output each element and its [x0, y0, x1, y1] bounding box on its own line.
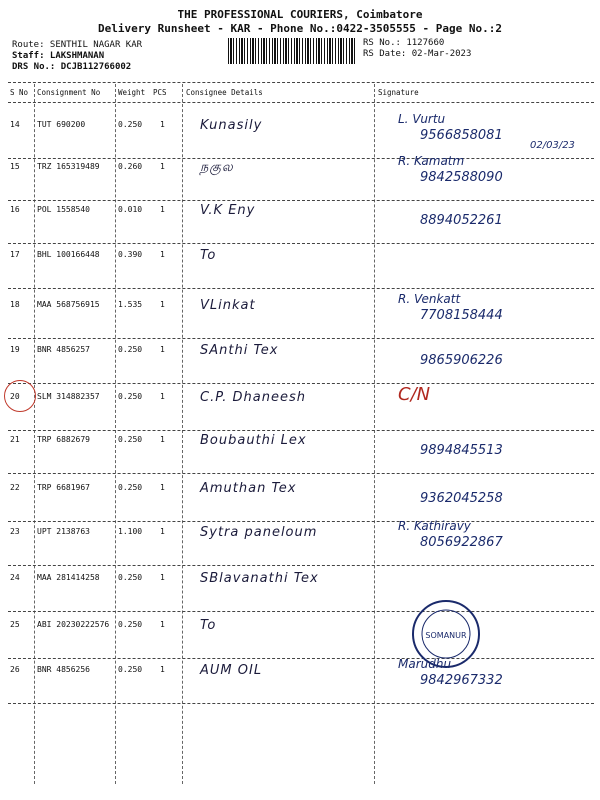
row-sno: 20: [10, 392, 20, 401]
pcs-count: 1: [160, 573, 165, 582]
signature-phone: 9566858081: [420, 128, 503, 143]
weight-value: 0.010: [118, 205, 143, 214]
consignee-handwriting: VLinkat: [200, 298, 256, 313]
signature-phone: 7708158444: [420, 308, 503, 323]
weight-value: 0.260: [118, 162, 143, 171]
row-divider: [8, 658, 594, 659]
weight-value: 0.250: [118, 620, 143, 629]
pcs-count: 1: [160, 483, 165, 492]
company-title: THE PROFESSIONAL COURIERS, Coimbatore: [177, 8, 423, 21]
col-header-weight: Weight: [118, 88, 146, 97]
col-header-pcs: PCS: [153, 88, 167, 97]
pcs-count: 1: [160, 300, 165, 309]
consignment-number: MAA 281414258: [37, 573, 100, 582]
col-divider: [115, 84, 116, 784]
delivery-seal-stamp: [410, 598, 482, 670]
signature-text: R. Kamatm: [398, 154, 465, 168]
header-divider-top: [8, 82, 594, 83]
col-divider: [182, 84, 183, 784]
signature-text: Marudhu: [398, 657, 452, 671]
pcs-count: 1: [160, 250, 165, 259]
col-header-consignee: Consignee Details: [186, 88, 263, 97]
consignee-handwriting: நகுல: [200, 160, 234, 175]
consignee-handwriting: AUM OIL: [200, 663, 263, 678]
pcs-count: 1: [160, 435, 165, 444]
pcs-count: 1: [160, 665, 165, 674]
consignee-handwriting: To: [200, 618, 217, 633]
consignment-number: UPT 2138763: [37, 527, 90, 536]
consignee-handwriting: Sytra paneloum: [200, 525, 318, 540]
weight-value: 0.250: [118, 483, 143, 492]
consignee-handwriting: V.K Eny: [200, 203, 256, 218]
consignment-number: MAA 568756915: [37, 300, 100, 309]
consignee-handwriting: SBlavanathi Tex: [200, 571, 319, 586]
signature-phone: 8894052261: [420, 213, 503, 228]
weight-value: 1.535: [118, 300, 143, 309]
consignment-number: SLM 314882357: [37, 392, 100, 401]
consignee-handwriting: SAnthi Tex: [200, 343, 279, 358]
col-header-sno: S No: [10, 88, 29, 97]
weight-value: 0.250: [118, 120, 143, 129]
signature-phone: 9842588090: [420, 170, 503, 185]
row-sno: 15: [10, 162, 20, 171]
weight-value: 0.250: [118, 345, 143, 354]
row-divider: [8, 158, 594, 159]
barcode: [228, 38, 356, 64]
row-divider: [8, 473, 594, 474]
pcs-count: 1: [160, 205, 165, 214]
pcs-count: 1: [160, 345, 165, 354]
row-divider: [8, 383, 594, 384]
row-sno: 19: [10, 345, 20, 354]
weight-value: 0.250: [118, 665, 143, 674]
consignee-handwriting: Boubauthi Lex: [200, 433, 307, 448]
pcs-count: 1: [160, 162, 165, 171]
row-sno: 16: [10, 205, 20, 214]
row-sno: 23: [10, 527, 20, 536]
runsheet-title: Delivery Runsheet - KAR - Phone No.:0422-3505555 - Page No.:2: [98, 22, 502, 35]
drs-number: DRS No.: DCJB112766002: [12, 62, 132, 72]
pcs-count: 1: [160, 620, 165, 629]
consignee-handwriting: C.P. Dhaneesh: [200, 390, 306, 405]
seal-text: SOMANUR: [425, 631, 467, 640]
rs-date: RS Date: 02-Mar-2023: [363, 49, 472, 59]
row-divider: [8, 521, 594, 522]
consignment-number: POL 1558540: [37, 205, 90, 214]
signature-phone: 9894845513: [420, 443, 503, 458]
consignment-number: TRP 6882679: [37, 435, 90, 444]
row-sno: 14: [10, 120, 20, 129]
red-circle-mark: [4, 380, 36, 412]
signature-phone: 8056922867: [420, 535, 503, 550]
row-sno: 22: [10, 483, 20, 492]
row-divider: [8, 611, 594, 612]
signature-phone: 9865906226: [420, 353, 503, 368]
weight-value: 0.250: [118, 435, 143, 444]
consignee-handwriting: Kunasily: [200, 118, 263, 133]
col-divider: [374, 84, 375, 784]
weight-value: 0.250: [118, 573, 143, 582]
row-sno: 25: [10, 620, 20, 629]
header-divider-bottom: [8, 102, 594, 103]
consignee-handwriting: Amuthan Tex: [200, 481, 297, 496]
row-divider: [8, 288, 594, 289]
rs-number: RS No.: 1127660: [363, 38, 445, 48]
row-divider: [8, 703, 594, 704]
row-divider: [8, 565, 594, 566]
consignment-number: TUT 690200: [37, 120, 86, 129]
row-sno: 26: [10, 665, 20, 674]
row-sno: 21: [10, 435, 20, 444]
weight-value: 1.100: [118, 527, 143, 536]
consignment-number: TRP 6681967: [37, 483, 90, 492]
signature-date: 02/03/23: [530, 140, 575, 151]
consignment-number: TRZ 165319489: [37, 162, 100, 171]
row-divider: [8, 338, 594, 339]
route-label: Route: SENTHIL NAGAR KAR: [12, 40, 143, 50]
col-divider: [34, 84, 35, 784]
signature-phone: 9362045258: [420, 491, 503, 506]
row-sno: 17: [10, 250, 20, 259]
consignment-number: BNR 4856256: [37, 665, 90, 674]
signature-text: L. Vurtu: [398, 112, 446, 126]
signature-text: R. Kathiravy: [398, 519, 471, 533]
consignment-number: BNR 4856257: [37, 345, 90, 354]
col-header-consignment: Consignment No: [37, 88, 101, 97]
consignment-number: ABI 20230222576: [37, 620, 110, 629]
pcs-count: 1: [160, 392, 165, 401]
row-divider: [8, 243, 594, 244]
row-sno: 24: [10, 573, 20, 582]
staff-label: Staff: LAKSHMANAN: [12, 51, 105, 61]
row-sno: 18: [10, 300, 20, 309]
signature-phone: 9842967332: [420, 673, 503, 688]
pcs-count: 1: [160, 120, 165, 129]
weight-value: 0.250: [118, 392, 143, 401]
row-divider: [8, 430, 594, 431]
consignee-handwriting: To: [200, 248, 217, 263]
signature-text: R. Venkatt: [398, 292, 461, 306]
signature-text: C/N: [398, 384, 431, 405]
row-divider: [8, 200, 594, 201]
pcs-count: 1: [160, 527, 165, 536]
weight-value: 0.390: [118, 250, 143, 259]
consignment-number: BHL 100166448: [37, 250, 100, 259]
col-header-signature: Signature: [378, 88, 419, 97]
